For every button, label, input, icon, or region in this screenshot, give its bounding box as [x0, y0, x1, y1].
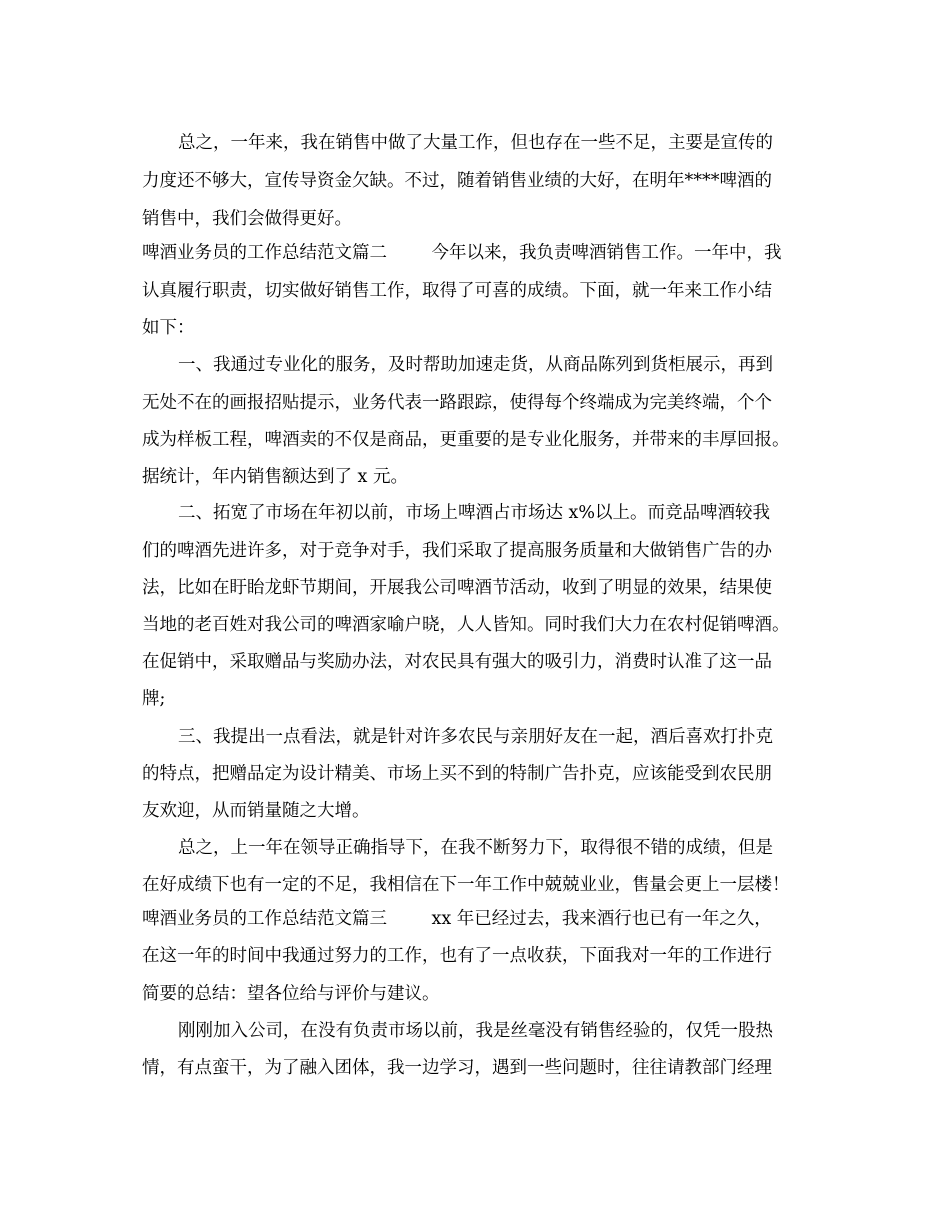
- text-line: 如下：: [142, 318, 195, 338]
- text-line: 友欢迎，从而销量随之大增。: [142, 801, 370, 821]
- text-line: 销售中，我们会做得更好。: [142, 209, 352, 229]
- text-line: 情，有点蛮干，为了融入团体，我一边学习，遇到一些问题时，往往请教部门经理: [142, 1058, 772, 1078]
- text-line: 在这一年的时间中我通过努力的工作，也有了一点收获，下面我对一年的工作进行: [142, 946, 772, 966]
- text-line: 啤酒业务员的工作总结范文篇三 xx 年已经过去，我来酒行也已有一年之久，: [142, 909, 772, 929]
- text-line: 总之，上一年在领导正确指导下，在我不断努力下，取得很不错的成绩，但是: [178, 838, 773, 858]
- text-line: 一、我通过专业化的服务，及时帮助加速走货，从商品陈列到货柜展示，再到: [178, 355, 773, 375]
- text-line: 牌;: [142, 689, 166, 709]
- text-line: 当地的老百姓对我公司的啤酒家喻户晓，人人皆知。同时我们大力在农村促销啤酒。: [142, 615, 790, 635]
- text-line: 在好成绩下也有一定的不足，我相信在下一年工作中兢兢业业，售量会更上一层楼！: [142, 875, 790, 895]
- text-line: 认真履行职责，切实做好销售工作，取得了可喜的成绩。下面，就一年来工作小结: [142, 281, 772, 301]
- text-line: 三、我提出一点看法，就是针对许多农民与亲朋好友在一起，酒后喜欢打扑克: [178, 727, 773, 747]
- text-line: 简要的总结：望各位给与评价与建议。: [142, 984, 440, 1004]
- text-line: 力度还不够大，宣传导资金欠缺。不过，随着销售业绩的大好，在明年****啤酒的: [142, 171, 772, 191]
- text-line: 据统计，年内销售额达到了 x 元。: [142, 467, 408, 487]
- text-line: 的特点，把赠品定为设计精美、市场上买不到的特制广告扑克，应该能受到农民朋: [142, 764, 772, 784]
- text-line: 法，比如在盱眙龙虾节期间，开展我公司啤酒节活动，收到了明显的效果，结果使: [142, 578, 772, 598]
- text-line: 总之，一年来，我在销售中做了大量工作，但也存在一些不足，主要是宣传的: [178, 133, 773, 153]
- text-line: 刚刚加入公司，在没有负责市场以前，我是丝毫没有销售经验的，仅凭一股热: [178, 1021, 773, 1041]
- text-line: 无处不在的画报招贴提示，业务代表一路跟踪，使得每个终端成为完美终端，个个: [142, 393, 772, 413]
- text-line: 成为样板工程，啤酒卖的不仅是商品，更重要的是专业化服务，并带来的丰厚回报。: [142, 430, 790, 450]
- text-line: 二、拓宽了市场在年初以前，市场上啤酒占市场达 x%以上。而竞品啤酒较我: [178, 503, 771, 523]
- text-line: 在促销中，采取赠品与奖励办法，对农民具有强大的吸引力，消费时认准了这一品: [142, 652, 772, 672]
- text-line: 啤酒业务员的工作总结范文篇二 今年以来，我负责啤酒销售工作。一年中，我: [142, 243, 782, 263]
- text-line: 们的啤酒先进许多，对于竞争对手，我们采取了提高服务质量和大做销售广告的办: [142, 541, 772, 561]
